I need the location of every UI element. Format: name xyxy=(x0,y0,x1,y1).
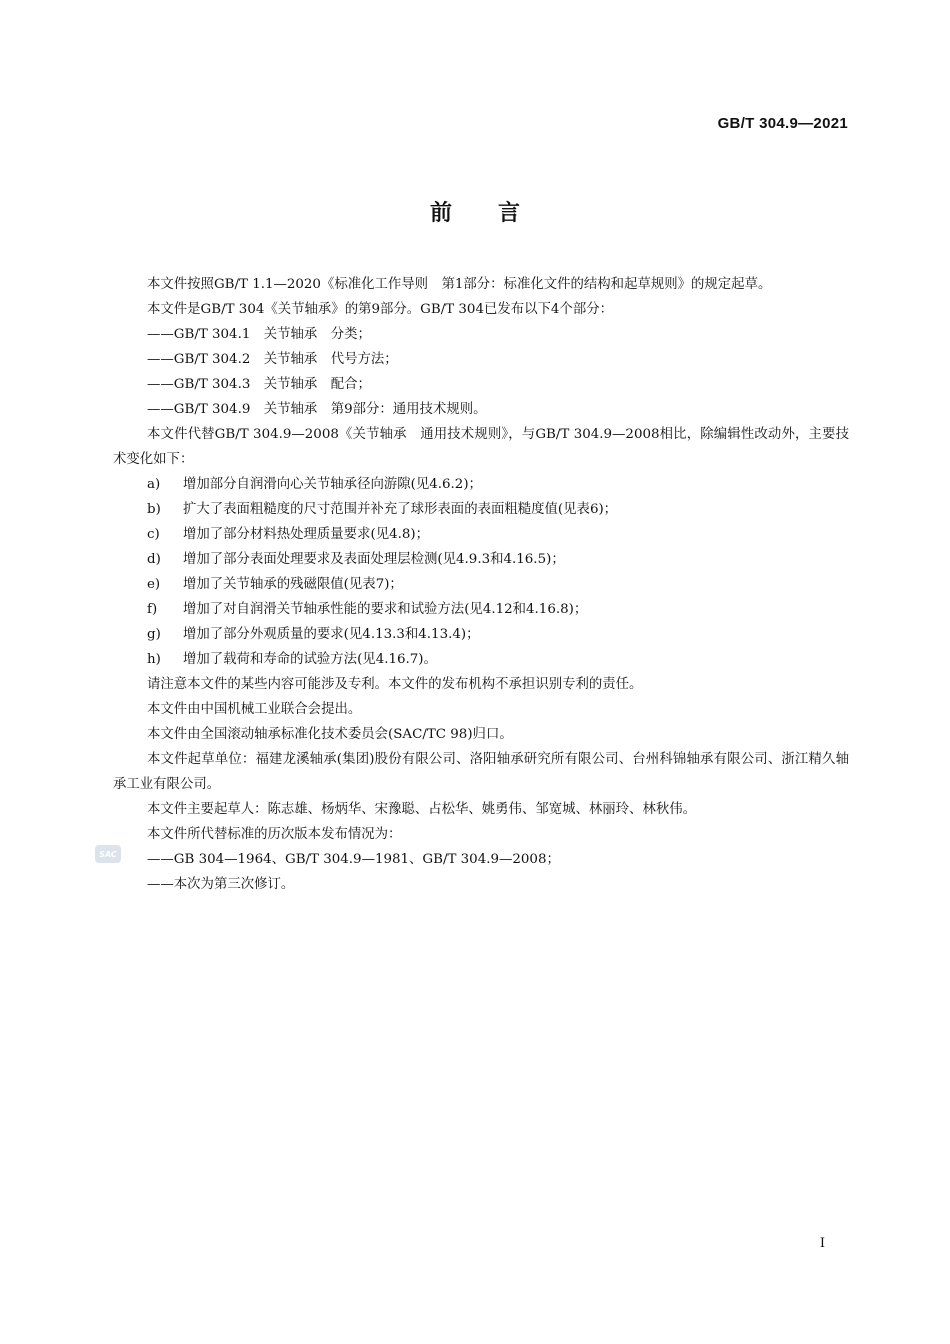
change-item xyxy=(113,497,849,522)
parts-list-item: ——GB/T 304.1 关节轴承 分类； xyxy=(147,327,371,342)
change-item xyxy=(113,547,849,572)
change-marker: g) xyxy=(147,627,161,642)
history-intro: 本文件所代替标准的历次版本发布情况为： xyxy=(147,827,402,842)
change-marker: h) xyxy=(147,652,161,667)
change-item xyxy=(113,472,849,497)
change-item xyxy=(113,647,849,672)
change-item xyxy=(113,522,849,547)
page-title xyxy=(0,196,950,227)
change-marker: e) xyxy=(147,577,161,592)
history-item: ——本次为第三次修订。 xyxy=(147,877,295,892)
change-item xyxy=(113,597,849,622)
change-text: 增加了部分外观质量的要求(见4.13.3和4.13.4)； xyxy=(183,627,480,642)
patent-notice: 请注意本文件的某些内容可能涉及专利。本文件的发布机构不承担识别专利的责任。 xyxy=(147,677,643,692)
change-text: 增加了对自润滑关节轴承性能的要求和试验方法(见4.12和4.16.8)； xyxy=(183,602,588,617)
intro-paragraph-drafting: 本文件按照GB/T 1.1—2020《标准化工作导则 第1部分：标准化文件的结构和起草规则》的规定起草。 xyxy=(147,277,772,292)
intro-paragraph-parts: 本文件是GB/T 304《关节轴承》的第9部分。GB/T 304已发布以下4个部分： xyxy=(147,302,614,317)
change-marker: d) xyxy=(147,552,161,567)
history-item: ——GB 304—1964、GB/T 304.9—1981、GB/T 304.9—2008； xyxy=(147,852,560,867)
change-marker: a) xyxy=(147,477,161,492)
change-text: 增加了部分材料热处理质量要求(见4.8)； xyxy=(183,527,429,542)
proposer-statement: 本文件由中国机械工业联合会提出。 xyxy=(147,702,362,717)
page-title-right-char: 言 xyxy=(498,201,521,226)
drafters: 本文件主要起草人：陈志雄、杨炳华、宋豫聪、占松华、姚勇伟、邹宽城、林丽玲、林秋伟。 xyxy=(147,802,697,817)
change-item xyxy=(113,622,849,647)
replace-statement: 本文件代替GB/T 304.9—2008《关节轴承 通用技术规则》，与GB/T 304.9—2008相比，除编辑性改动外，主要技术变化如下： xyxy=(113,427,849,467)
parts-list-item: ——GB/T 304.3 关节轴承 配合； xyxy=(147,377,371,392)
document-body xyxy=(113,272,849,897)
change-text: 增加部分自润滑向心关节轴承径向游隙(见4.6.2)； xyxy=(183,477,482,492)
parts-list-item: ——GB/T 304.2 关节轴承 代号方法； xyxy=(147,352,398,367)
change-text: 扩大了表面粗糙度的尺寸范围并补充了球形表面的表面粗糙度值(见表6)； xyxy=(183,502,618,517)
change-text: 增加了关节轴承的残磁限值(见表7)； xyxy=(183,577,403,592)
page-number: I xyxy=(819,1236,825,1251)
change-text: 增加了部分表面处理要求及表面处理层检测(见4.9.3和4.16.5)； xyxy=(183,552,565,567)
change-item xyxy=(113,572,849,597)
drafting-units: 本文件起草单位：福建龙溪轴承(集团)股份有限公司、洛阳轴承研究所有限公司、台州科锦轴承有限公司、浙江精久轴承工业有限公司。 xyxy=(113,752,849,792)
change-marker: b) xyxy=(147,502,161,517)
document-code: GB/T 304.9—2021 xyxy=(717,115,848,132)
sac-watermark-logo: SAC xyxy=(95,845,121,863)
change-marker: f) xyxy=(147,602,158,617)
change-marker: c) xyxy=(147,527,160,542)
page-title-left-char: 前 xyxy=(429,201,452,226)
change-text: 增加了载荷和寿命的试验方法(见4.16.7)。 xyxy=(183,652,437,667)
committee-statement: 本文件由全国滚动轴承标准化技术委员会(SAC/TC 98)归口。 xyxy=(147,727,513,742)
parts-list-item: ——GB/T 304.9 关节轴承 第9部分：通用技术规则。 xyxy=(147,402,487,417)
